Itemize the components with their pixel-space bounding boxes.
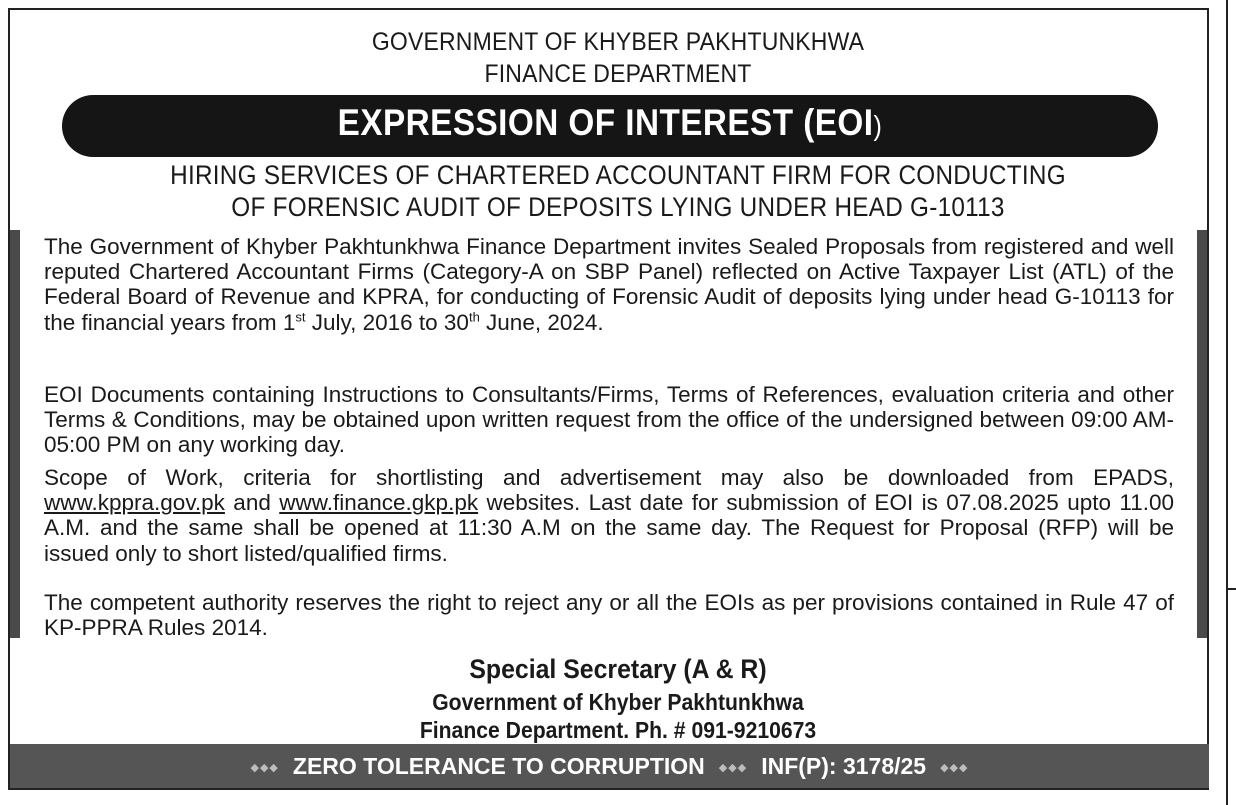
eoi-title-banner <box>62 95 1158 157</box>
invitation-paragraph <box>44 234 1174 335</box>
p3-text-c: websites. Last date for submission of EOI is 07.08.2025 upto 11.00 A.M. and the same shall be opened at 11:30 A.M on the same day. The Request for Proposal (RFP) will be issued only to short listed/qualified firms. <box>44 490 1175 566</box>
department-heading: FINANCE DEPARTMENT <box>484 60 752 88</box>
p1-sup-th: th <box>468 309 480 325</box>
signatory-designation: Special Secretary (A & R) <box>469 654 767 684</box>
diamond-ornament-icon: ◆◆◆ <box>940 762 969 775</box>
eoi-title <box>117 102 1103 144</box>
diamond-ornament-icon: ◆◆◆ <box>250 762 279 775</box>
p1-text-c: June, 2024. <box>479 309 604 335</box>
signatory-government: Government of Khyber Pakhtunkhwa <box>432 689 804 715</box>
footer-row <box>10 753 1209 780</box>
p1-sup-st: st <box>295 309 306 325</box>
left-side-bar <box>10 230 20 638</box>
finance-gkp-link[interactable]: www.finance.gkp.pk <box>279 490 479 516</box>
footer-slogan: ZERO TOLERANCE TO CORRUPTION <box>292 753 705 779</box>
eoi-title-text: EXPRESSION OF INTEREST (EOI <box>337 102 874 143</box>
footer-reference: INF(P): 3178/25 <box>761 753 927 779</box>
authority-paragraph: The competent authority reserves the right to reject any or all the EOIs as per provisions contained in Rule 47 of KP-PPRA Rules 2014. <box>44 590 1174 641</box>
p1-text-a: The Government of Khyber Pakhtunkhwa Finance Department invites Sealed Proposals from registered and well reputed Chartered Accountant Firms (Category-A on SBP Panel) reflected on Active Taxpayer List (ATL) of the Federal Board of Revenue and KPRA, for conducting of Forensic Audit of deposits lying under head G-10113 for the financial years from 1 <box>44 234 1174 335</box>
p1-text-b: July, 2016 to 30 <box>305 309 469 335</box>
signatory-department-phone: Finance Department. Ph. # 091-9210673 <box>419 717 817 743</box>
subtitle-line-1: HIRING SERVICES OF CHARTERED ACCOUNTANT FIRM FOR CONDUCTING <box>170 160 1066 190</box>
diamond-ornament-icon: ◆◆◆ <box>718 762 748 775</box>
documents-paragraph: EOI Documents containing Instructions to Consultants/Firms, Terms of References, evaluation criteria and other Terms & Conditions, may be obtained upon written request from the office of the undersigned between 09:00 AM- 05:00 PM on any working day. <box>44 382 1174 458</box>
subtitle-line-2: OF FORENSIC AUDIT OF DEPOSITS LYING UNDER HEAD G-10113 <box>231 192 1005 222</box>
right-side-bar <box>1197 230 1207 638</box>
footer-bar <box>10 744 1209 788</box>
p3-text-a: Scope of Work, criteria for shortlisting and advertisement may also be downloaded from EPADS, <box>44 465 1174 490</box>
kppra-link[interactable]: www.kppra.gov.pk <box>44 490 225 516</box>
page-edge-tick <box>1226 588 1236 590</box>
page-edge-rule <box>1226 0 1228 805</box>
p3-text-b: and <box>224 490 280 516</box>
eoi-title-paren: ) <box>873 110 883 141</box>
government-heading: GOVERNMENT OF KHYBER PAKHTUNKHWA <box>371 28 865 56</box>
scope-paragraph <box>44 465 1174 566</box>
